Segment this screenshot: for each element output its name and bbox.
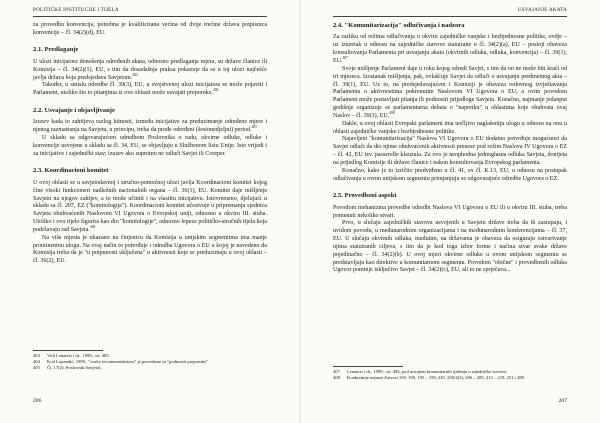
- body-paragraph: Najavljeni "komunitarizacija" Naslova VI Ugovora o EU dodatno potvrđuje mogućnost da Savjet odluči da dio njime obuhvaćenih aktivnosti prenese pod režim Naslova IV Ugovora o EZ – čl. 42, EU tzv. passerelle klauzula. Za ovo je neophodna jednoglasna odluka Savjeta, donijeta na prijedlog Komisije ili države članice i nakon konsultovanja Evropskog parlamenta.: [333, 136, 567, 166]
- footnote-marker[interactable]: 405: [251, 125, 258, 130]
- footnote-marker[interactable]: 408: [389, 110, 395, 115]
- running-header-left: POLITIČKE INSTITUCIJE I TIJELA: [33, 7, 119, 13]
- right-footnotes: [333, 366, 567, 381]
- footnote-marker[interactable]: 406: [89, 224, 96, 229]
- section-heading: 2.4. "Komunitarizacija" odlučivanja i nadzora: [333, 22, 465, 29]
- body-paragraph: U ovoj oblasti se u savjetodavnoj i stručno-pomoćnoj ulozi javlja Koordinacioni komitet kojeg čine visoki funkcioneri nadležnih nacionalnih organa – čl. 36(1), EU. Komitet daje mišljenje Savjetu na njegov zahtjev, a to može učiniti i na vlastitu inicijativu. Istovremeno, djelujući u skladu sa čl. 207, EZ ("komitologija"). Koordinacioni komitet učestvuje u pripremanju sjednica Savjeta obuhvaćenih Naslovom VI Ugovora o Evropskoj uniji, odnosno u okviru III. stuba. Utoliko i ovo tijelo figurira kao dio "komitologije", odnosno lepeze političko-stručnih tijela koja podržavaju rad Savjeta.$^{406}$: [33, 179, 267, 233]
- section-heading: 2.1. Predlaganje: [33, 46, 79, 54]
- footnote-number: 403: [33, 353, 40, 358]
- footnote-text: Vidi Lenaerts i dr., 1999., str. 483.: [47, 353, 110, 358]
- footnote: [33, 365, 267, 371]
- header-rule: [33, 16, 267, 17]
- body-paragraph: Također, u smislu odredbe čl. 39(3), EU, u svojstvenoj ulozi inicijatora se može pojaviti i Parlament, utoliko što to pitanjima iz ove oblasti može usvajati preporuke.$^{404}$: [33, 82, 267, 97]
- section-heading: 2.2. Usvajanje i objavljivanje: [33, 106, 115, 114]
- footnote-number: 408: [333, 375, 340, 381]
- left-footnotes: [33, 350, 267, 371]
- running-header-right: USVAJANJE AKATA: [517, 7, 567, 13]
- body-paragraph: Dakle, u ovoj oblasti Evropski parlament ima uočljivo naglašeniju ulogu u odnosu na onu u oblasti zajedničke vanjske i bezbjednosne politike.: [333, 120, 567, 135]
- body-paragraph: Izuzev kada to zahtijeva razlog hitnosti, između inicijative za preduzimanje određene mjere i njenog razmatranja na Savjetu, u principu, treba da prođe određeni (šestonedjeljni) period.$^{405}$: [33, 119, 267, 134]
- page-number-left: 206: [33, 398, 42, 404]
- opening-paragraph: za provedbu konvencija, potrebna je kvalificirana većina od dvije trećine država potpisnica konvencije – čl. 34(2)(d), EU.: [33, 22, 267, 36]
- body-paragraph: Svoje mišljenje Parlament daje u roku kojeg odredi Savjet, s tim da on ne može biti kraći od tri mjeseca. Izostanak mišljenja, pak, ovlašćuje Savjet da odluči o usvajanju predmetnog akta – čl. 39(1), EU. Uz to, na predsjedavajućem i Komisiji je obaveza redovnog izvještavanja Parlamenta o aktivnostima pokrenutim Naslovom VI Ugovora o EU, a ovim povodom Parlament može postavljati pitanja ili podnositi prijedloge Savjetu. Konačno, najmanje jedanput godišnje organizuje se parlamentarna debata o "napretku" u oblastima koje obuhvata ovaj Naslov – čl. 39(3), EU.$^{408}$: [333, 65, 567, 119]
- page-number-right: 207: [558, 398, 567, 404]
- body-paragraph: Konačno, kako je to izričito predviđeno u čl. 41, ex čl. K.13, EU, u odnosu na postupak odlučivanja u ovom unijskom segmentu primjenjuju se odgovarajuće odredbe Ugovora o EZ.: [333, 167, 567, 182]
- footnote-marker[interactable]: 407: [342, 55, 348, 60]
- body-paragraph: U ulozi inicijatora donošenja određenih akata, odnosno predlaganja mjera, su države članice ili Komisija – čl. 34(2)(1), EU, s tim da dosadašnja praksa pokazuje da se u toj ulozi najčešće javlja država koja predsjedava Savjetom.$^{403}$: [33, 58, 267, 81]
- footnote-rule: [333, 366, 403, 367]
- section-heading: 2.5. Provedbeni aspekt: [333, 192, 397, 200]
- footnote-rule: [33, 350, 103, 351]
- body-paragraph: Za razliku od režima odlučivanja u okviru zajedničke vanjske i bezbjednosne politike, ovdje – uz izuzetak u odnosu na zajedničke stavove statuirane u čl. 34(2)(a), EU – postoji obaveza konsultovanja Parlamenta pri usvajanju akata (okvirnih odluka, odluka, konvencija) – čl. 39(1), EU.$^{407}$: [333, 34, 567, 64]
- footnote-text: Čl. 17(2), Poslovnik Savjeta).: [47, 365, 102, 371]
- header-rule: [333, 16, 567, 17]
- footnote-number: 404: [33, 359, 40, 365]
- left-body: [33, 22, 267, 266]
- footnote-number: 405: [33, 365, 40, 371]
- body-paragraph: Na više mjesta je ukazano na činjenicu da Komisija u unijskim segmentima ima manje prominentnu ulogu. Na ovaj način to potvrđuje i odredba Ugovora o EU u kojoj je navedeno da Komisija treba da je "u potpunosti uključena" u aktivnosti koje se preduzimaju u ovoj oblasti – čl. 36(2), EU.: [33, 234, 267, 265]
- body-paragraph: Prvo, u slučaju zajedničkih stavova usvojenih u Savjetu države treba da ih zastupaju, i uvidom povodu, u međunarodnim organizacijama i na međunarodnim konferencijama – čl. 37, EU. U slučaju okvirnih odluka, međutim, na državama je obaveza da osiguraju ostvarivanje njima statuiranih ciljeva, s tim da je kod toga izbor forme i načina stvar svake države pojedinačno – čl. 34(2)(b). U ovoj mjeri okvirne odluke u ovom unijskom segmentu se predstavljaju kao direktive u komunitarnom segmentu. Povodom "obične" i provedbenih odluka Ugovor pominje isključivo Savjet – čl. 34(2)(c), EU, ali to ne sprječava...: [333, 220, 567, 274]
- footnote-text: Konkretnije nejasni Zatvori 169, 190, 195 – 199, 245, 250/4(3), 206 – 209, 213 – 219, 251 i 280.: [347, 375, 526, 381]
- footnote-text: Kod Lopandić, 1999., "svake recommendations" je prevedeno sa "podnositi preporuke".: [47, 359, 209, 365]
- footnote-marker[interactable]: 404: [213, 88, 219, 93]
- section-heading: 2.3. Koordinacioni komitet: [33, 167, 109, 175]
- footnote-number: 407: [333, 369, 340, 374]
- footnote-marker[interactable]: 403: [132, 72, 138, 77]
- footnote-text: Lenaerts i dr., 1999., str. 484, pod uticajem komunitarnih rješenja u zajedničke stavove.: [347, 369, 508, 374]
- right-body: [333, 22, 567, 275]
- body-paragraph: Povodom mehanizma provedbe odredbi Naslova VI Ugovora o EU ili u okviru III. stuba, treba pomenuti nekoliko stvari.: [333, 204, 567, 219]
- body-paragraph: U skladu sa odgovarajućom odredbom Poslovnika o radu, okvirne odluke, odluke i konvencije usvojene u skladu sa čl. 34, EU, se objavljuju u Službenom listu Unije. Isto vrijedi i za inicijative i zajednički stav; izuzev ako suprotno ne odluči Savjet ili Coreper.: [33, 135, 267, 157]
- footnote: [333, 375, 567, 381]
- right-page: [300, 0, 600, 423]
